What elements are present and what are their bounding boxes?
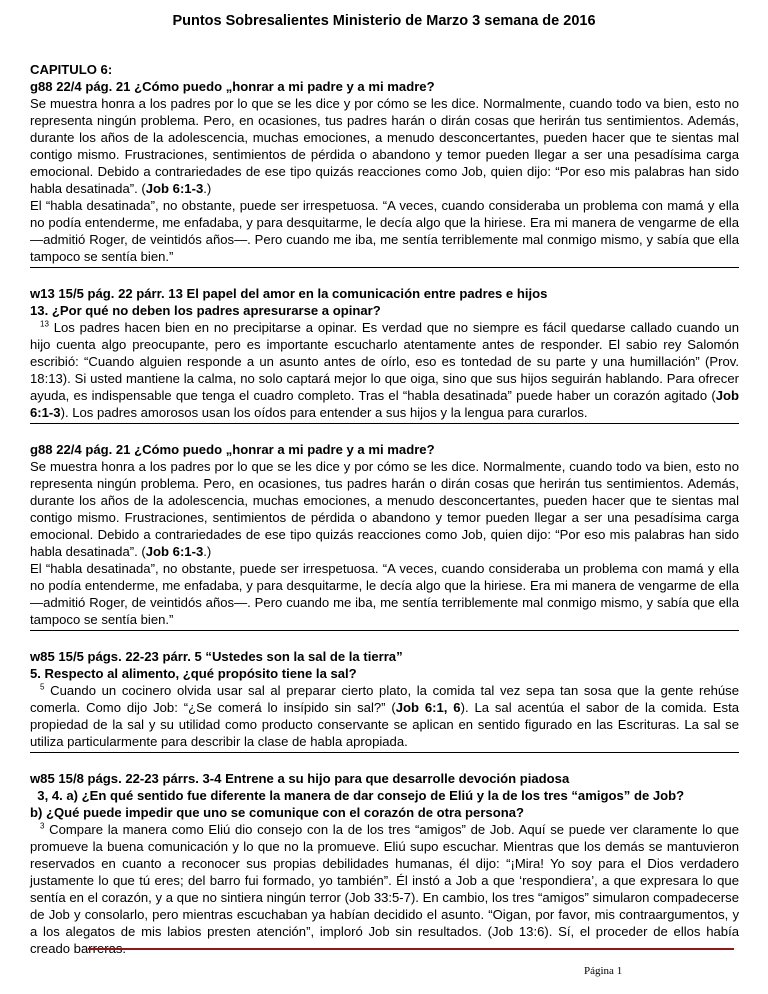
paragraph-number: 3 (40, 821, 45, 831)
paragraph: El “habla desatinada”, no obstante, puede ser irrespetuosa. “A veces, cuando consideraba un problema con mamá y ella no podía entenderme, me enfadaba, y para desquitarme, le decía algo que la hiriese. Era mi manera de vengarme de ella —admitió Roger, de veintidós años—. Pero cuando me iba, me sentía terriblemente mal conmigo mismo, y sabía que ella tampoco se sentía bien.” (30, 561, 739, 627)
paragraph: Se muestra honra a los padres por lo que se les dice y por cómo se les dice. Normalmente, cuando todo va bien, esto no representa ningún problema. Pero, en ocasiones, tus padres harán o dirán cosas que herirán tus sentimientos. Además, durante los años de la adolescencia, muchas emociones, a menudo desconcertantes, pueden hacer que te sientas mal contigo mismo. Frustraciones, sentimientos de pérdida o abandono y temor pueden llegar a ser una pesadísima carga emocional. Debido a contrariedades de ese tipo quizás reacciones como Job, quien dijo: “Por eso mis palabras han sido habla desatinada”. (Job 6:1-3.) (30, 459, 739, 559)
paragraph-number: 5 (40, 682, 45, 692)
section-1 (30, 61, 739, 268)
page-header: Puntos Sobresalientes Ministerio de Marzo 3 semana de 2016 (172, 13, 596, 29)
section-2 (30, 285, 739, 424)
question-heading: b) ¿Qué puede impedir que uno se comunique con el corazón de otra persona? (30, 805, 524, 820)
section-heading: g88 22/4 pág. 21 ¿Cómo puedo „honrar a mi padre y a mi madre? (30, 79, 435, 94)
paragraph: Se muestra honra a los padres por lo que se les dice y por cómo se les dice. Normalmente, cuando todo va bien, esto no representa ningún problema. Pero, en ocasiones, tus padres harán o dirán cosas que herirán tus sentimientos. Además, durante los años de la adolescencia, muchas emociones, a menudo desconcertantes, pueden hacer que te sientas mal contigo mismo. Frustraciones, sentimientos de pérdida o abandono y temor pueden llegar a ser una pesadísima carga emocional. Debido a contrariedades de ese tipo quizás reacciones como Job, quien dijo: “Por eso mis palabras han sido habla desatinada”. (Job 6:1-3.) (30, 96, 739, 196)
footer-rule (88, 948, 734, 950)
scripture-ref: Job 6:1-3 (145, 181, 204, 196)
section-heading: g88 22/4 pág. 21 ¿Cómo puedo „honrar a mi padre y a mi madre? (30, 442, 435, 457)
document-body (30, 61, 739, 976)
section-5 (30, 770, 739, 959)
section-3 (30, 441, 739, 631)
question-heading: 5. Respecto al alimento, ¿qué propósito tiene la sal? (30, 666, 357, 681)
page-number: Página 1 (584, 965, 623, 977)
paragraph-number: 13 (40, 319, 49, 329)
paragraph: $^3$ Compare la manera como Eliú dio consejo con la de los tres “amigos” de Job. Aquí se puede ver claramente lo que promueve la buena comunicación y lo que no la promueve. Eliú supo escuchar. Mientras que los demás se mantuvieron reservados en cuanto a reconocer sus propias debilidades humanas, él dijo: “¡Mira! Yo soy para el Dios verdadero justamente lo que tú eres; del barro fui formado, yo también”. Él instó a Job a que ‘respondiera’, a que expresara lo que sentía en el corazón, y a que no sintiera ningún terror (Job 33:5-7). En cambio, los tres “amigos” simularon compadecerse de Job y consolarlo, pero mientras escuchaban ya habían decidido el asunto. “Oigan, por favor, mis contraargumentos, y a los alegatos de mis labios presten atención”, imploró Job sin resultados. (Job 13:6). Sí, el proceder de ellos había creado barreras. (30, 821, 739, 956)
chapter-heading: CAPITULO 6: (30, 62, 113, 77)
section-4 (30, 648, 739, 753)
question-heading: 13. ¿Por qué no deben los padres apresurarse a opinar? (30, 303, 381, 318)
scripture-ref: Job 6:1-3 (30, 388, 739, 420)
paragraph: $^{13}$ Los padres hacen bien en no precipitarse a opinar. Es verdad que no siempre es fácil quedarse callado cuando un hijo cuenta algo preocupante, pero es importante escucharlo atentamente antes de responder. El sabio rey Salomón escribió: “Cuando alguien responde a un asunto antes de oírlo, eso es tontedad de su parte y una humillación” (Prov. 18:13). Si usted mantiene la calma, no solo captará mejor lo que oiga, sino que sus hijos seguirán hablando. Para ofrecer ayuda, es indispensable que tenga el cuadro completo. Tras el “habla desatinada” puede haber un corazón agitado (Job 6:1-3). Los padres amorosos usan los oídos para entender a sus hijos y la lengua para curarlos. (30, 319, 739, 420)
scripture-ref: Job 6:1-3 (145, 544, 204, 559)
section-heading: w13 15/5 pág. 22 párr. 13 El papel del amor en la comunicación entre padres e hijos (30, 286, 548, 301)
paragraph: $^5$ Cuando un cocinero olvida usar sal al preparar cierto plato, la comida tal vez sepa tan sosa que la gente rehúse comerla. Como dijo Job: “¿Se comerá lo insípido sin sal?” (Job 6:1, 6). La sal acentúa el sabor de la comida. Esta propiedad de la sal y su utilidad como producto conservante se aplican en sentido figurado en las Escrituras. La sal se utiliza particularmente para describir la clase de habla apropiada. (30, 682, 740, 749)
question-heading: 3, 4. a) ¿En qué sentido fue diferente la manera de dar consejo de Eliú y la de los tres “amigos” de Job? (30, 788, 685, 803)
paragraph: El “habla desatinada”, no obstante, puede ser irrespetuosa. “A veces, cuando consideraba un problema con mamá y ella no podía entenderme, me enfadaba, y para desquitarme, le decía algo que la hiriese. Era mi manera de vengarme de ella —admitió Roger, de veintidós años—. Pero cuando me iba, me sentía terriblemente mal conmigo mismo, y sabía que ella tampoco se sentía bien.” (30, 198, 739, 264)
scripture-ref: Job 6:1, 6 (395, 700, 461, 715)
section-heading: w85 15/8 págs. 22-23 párrs. 3-4 Entrene a su hijo para que desarrolle devoción piadosa (30, 771, 570, 786)
section-heading: w85 15/5 págs. 22-23 párr. 5 “Ustedes son la sal de la tierra” (30, 649, 403, 664)
